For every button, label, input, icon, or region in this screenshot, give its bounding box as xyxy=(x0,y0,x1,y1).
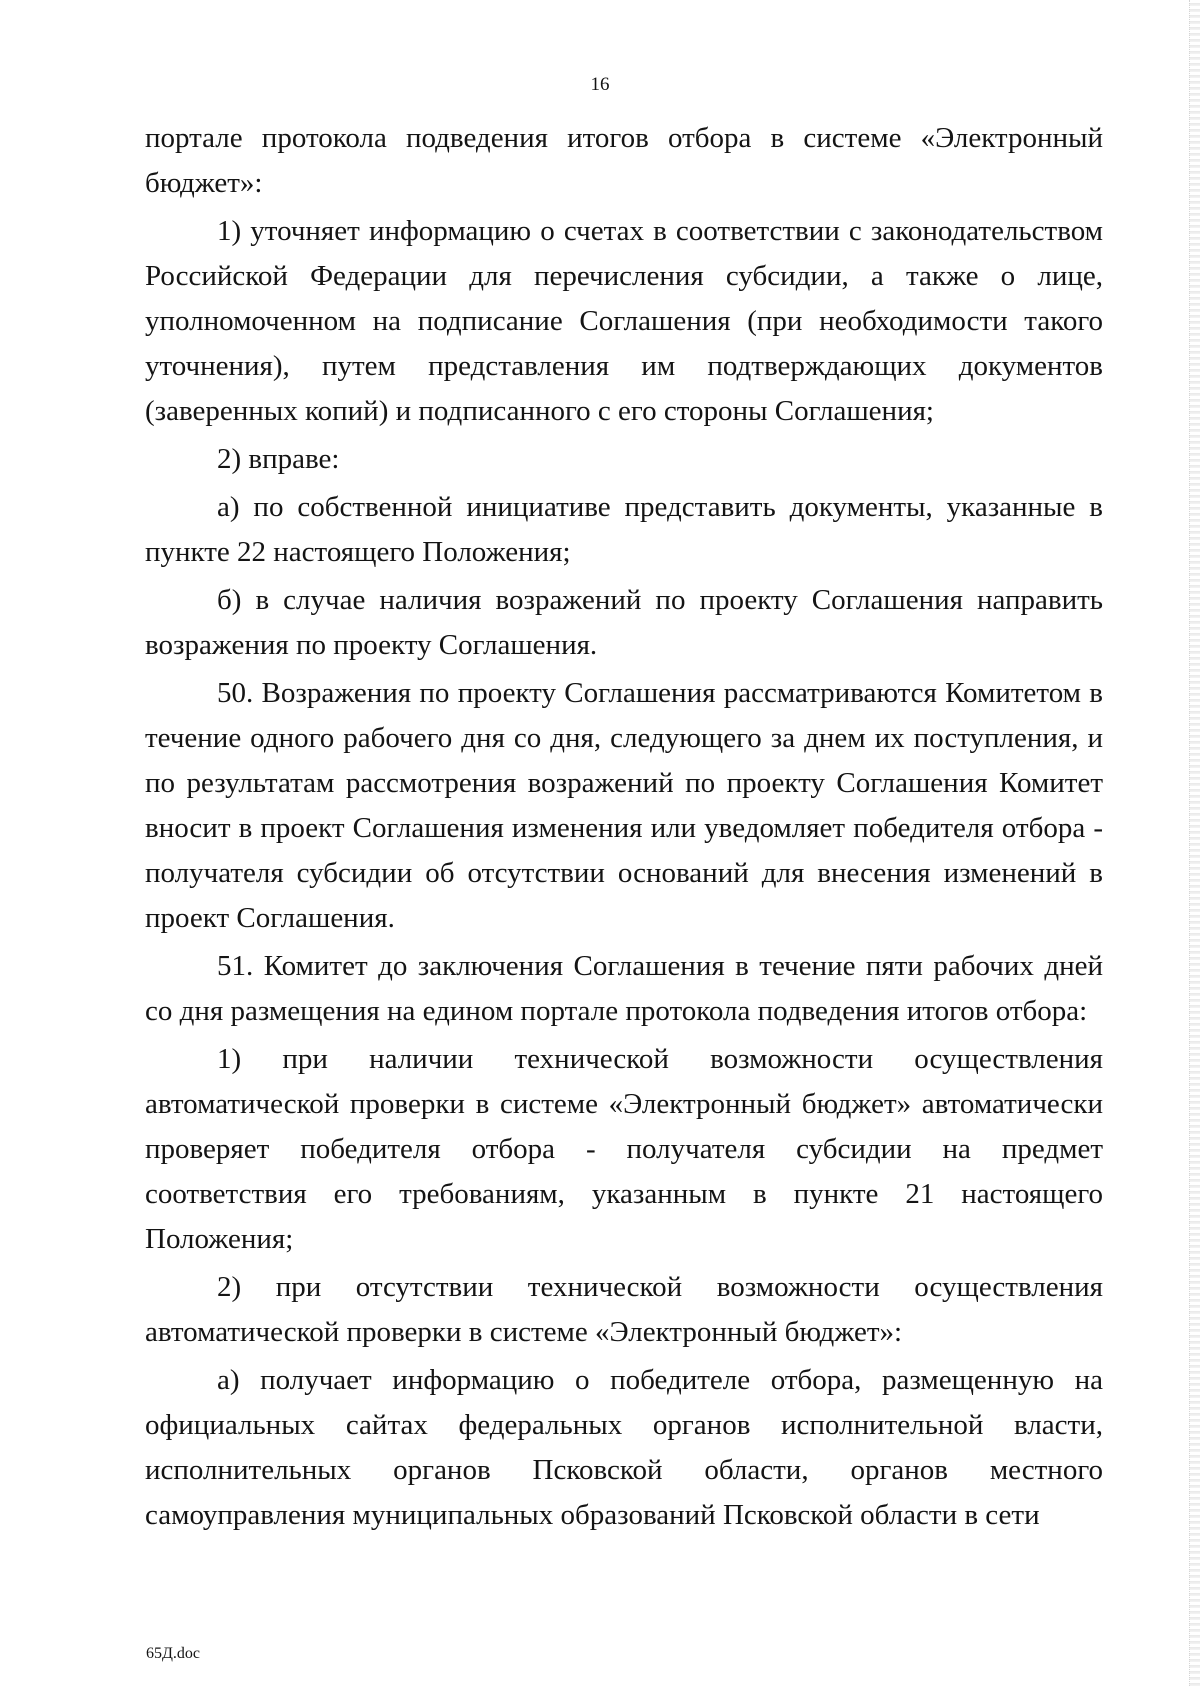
paragraph-clause-50: 50. Возражения по проекту Соглашения рассматриваются Комитетом в течение одного рабочего дня со дня, следующего за днем их поступления, и по результатам рассмотрения возражений по проекту Соглашения Комитет вносит в проект Соглашения изменения или уведомляет победителя отбора - получателя субсидии об отсутствии оснований для внесения изменений в проект Соглашения. xyxy=(145,677,1103,934)
paragraph-item-2-entitled: 2) вправе: xyxy=(217,443,340,475)
page-number: 16 xyxy=(590,74,610,95)
document-body xyxy=(145,116,1103,1541)
paragraph-clause-51: 51. Комитет до заключения Соглашения в течение пяти рабочих дней со дня размещения на едином портале протокола подведения итогов отбора: xyxy=(145,950,1103,1027)
paragraph-clause-51-item-1: 1) при наличии технической возможности осуществления автоматической проверки в системе «Электронный бюджет» автоматически проверяет победителя отбора - получателя субсидии на предмет соответствия его требованиям, указанным в пункте 21 настоящего Положения; xyxy=(145,1043,1103,1255)
paragraph-continuation: портале протокола подведения итогов отбора в системе «Электронный бюджет»: xyxy=(145,122,1103,199)
paragraph-clause-51-subitem-a: а) получает информацию о победителе отбора, размещенную на официальных сайтах федеральных органов исполнительной власти, исполнительных органов Псковской области, органов местного самоуправления муниципальных образований Псковской области в сети xyxy=(145,1364,1103,1531)
paragraph-item-1-clarifies: 1) уточняет информацию о счетах в соответствии с законодательством Российской Федерации для перечисления субсидии, а также о лице, уполномоченном на подписание Соглашения (при необходимости такого уточнения), путем представления им подтверждающих документов (заверенных копий) и подписанного с его стороны Соглашения; xyxy=(145,215,1103,427)
footer-filename: 65Д.doc xyxy=(146,1645,201,1662)
paragraph-subitem-b-objections: б) в случае наличия возражений по проекту Соглашения направить возражения по проекту Соглашения. xyxy=(145,584,1103,661)
paragraph-clause-51-item-2: 2) при отсутствии технической возможности осуществления автоматической проверки в системе «Электронный бюджет»: xyxy=(145,1271,1103,1348)
scan-edge-artifact xyxy=(1189,0,1200,1686)
paragraph-subitem-a-documents: а) по собственной инициативе представить документы, указанные в пункте 22 настоящего Положения; xyxy=(145,491,1103,568)
